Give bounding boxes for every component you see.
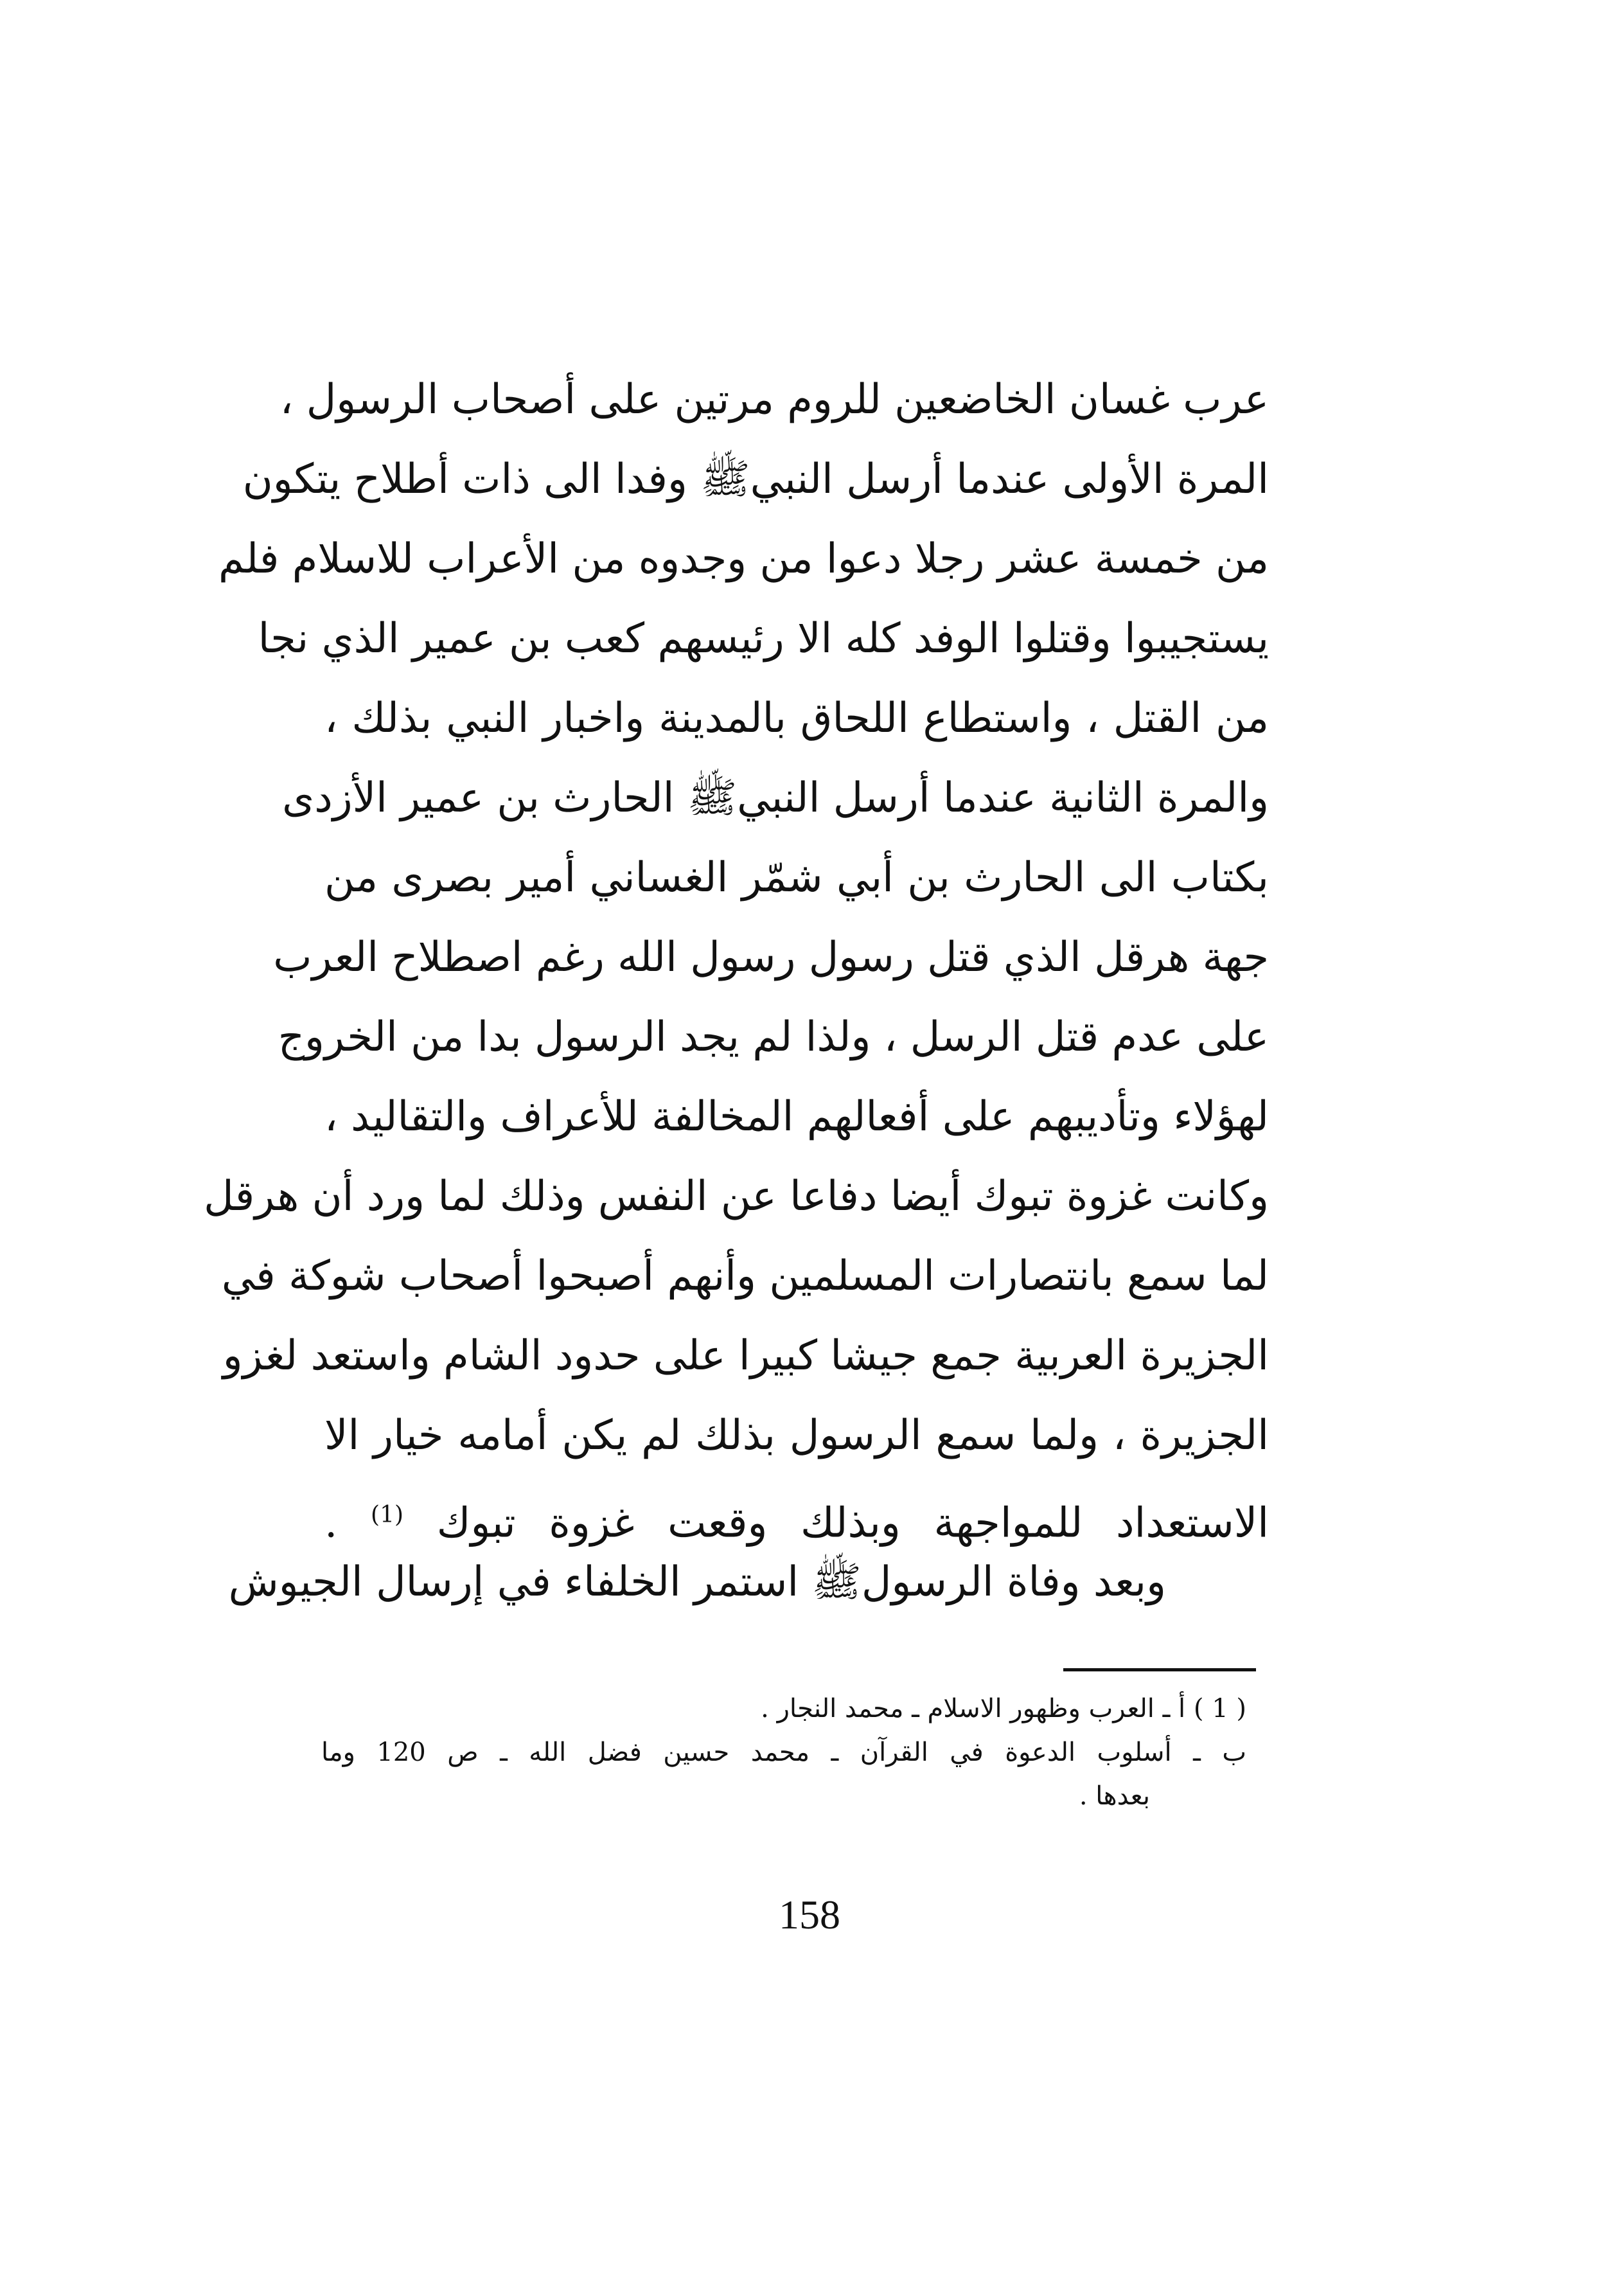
text-line: من القتل ، واستطاع اللحاق بالمدينة واخبار النبي بذلك ، bbox=[324, 695, 1269, 742]
main-paragraph bbox=[204, 360, 1270, 1555]
text-line: لهؤلاء وتأديبهم على أفعالهم المخالفة للأعراف والتقاليد ، bbox=[324, 1093, 1269, 1141]
footnote-line: ( 1 ) أ ـ العرب وظهور الاسلام ـ محمد النجار . bbox=[761, 1694, 1246, 1723]
text-line: عرب غسان الخاضعين للروم مرتين على أصحاب الرسول ، bbox=[279, 376, 1269, 423]
text-line: يستجيبوا وقتلوا الوفد كله الا رئيسهم كعب بن عمير الذي نجا bbox=[258, 615, 1269, 663]
text-line: لما سمع بانتصارات المسلمين وأنهم أصبحوا أصحاب شوكة في bbox=[221, 1252, 1269, 1300]
footnote-reference[interactable]: (1) bbox=[371, 1502, 404, 1528]
second-paragraph bbox=[228, 1542, 1166, 1622]
text-line: وكانت غزوة تبوك أيضا دفاعا عن النفس وذلك لما ورد أن هرقل bbox=[204, 1173, 1269, 1220]
page-number: 158 bbox=[779, 1892, 840, 1937]
text-line: الجزيرة ، ولما سمع الرسول بذلك لم يكن أمامه خيار الا bbox=[324, 1412, 1269, 1459]
text-line: الجزيرة العربية جمع جيشا كبيرا على حدود الشام واستعد لغزو bbox=[222, 1332, 1269, 1380]
sentence-end: . bbox=[324, 1499, 338, 1547]
footnote-line: ب ـ أسلوب الدعوة في القرآن ـ محمد حسين فضل الله ـ ص 120 وما bbox=[321, 1738, 1246, 1767]
last-line-text: الاستعداد للمواجهة وبذلك وقعت غزوة تبوك bbox=[436, 1499, 1270, 1547]
second-paragraph-line: وبعد وفاة الرسولﷺ استمر الخلفاء في إرسال الجيوش bbox=[228, 1558, 1166, 1606]
text-line: والمرة الثانية عندما أرسل النبيﷺ الحارث بن عمير الأزدى bbox=[282, 774, 1269, 822]
text-line: بكتاب الى الحارث بن أبي شمّر الغساني أمير بصرى من bbox=[324, 854, 1269, 902]
text-line: جهة هرقل الذي قتل رسول رسول الله رغم اصطلاح العرب bbox=[273, 934, 1269, 981]
footnote-separator bbox=[1063, 1668, 1256, 1671]
text-line: من خمسة عشر رجلا دعوا من وجدوه من الأعراب للاسلام فلم bbox=[218, 535, 1269, 583]
footnotes bbox=[321, 1687, 1246, 1818]
text-line: المرة الأولى عندما أرسل النبيﷺ وفدا الى ذات أطلاح يتكون bbox=[242, 456, 1269, 503]
text-line: على عدم قتل الرسل ، ولذا لم يجد الرسول بدا من الخروج bbox=[278, 1013, 1269, 1061]
footnote-line: بعدها . bbox=[1079, 1781, 1150, 1811]
